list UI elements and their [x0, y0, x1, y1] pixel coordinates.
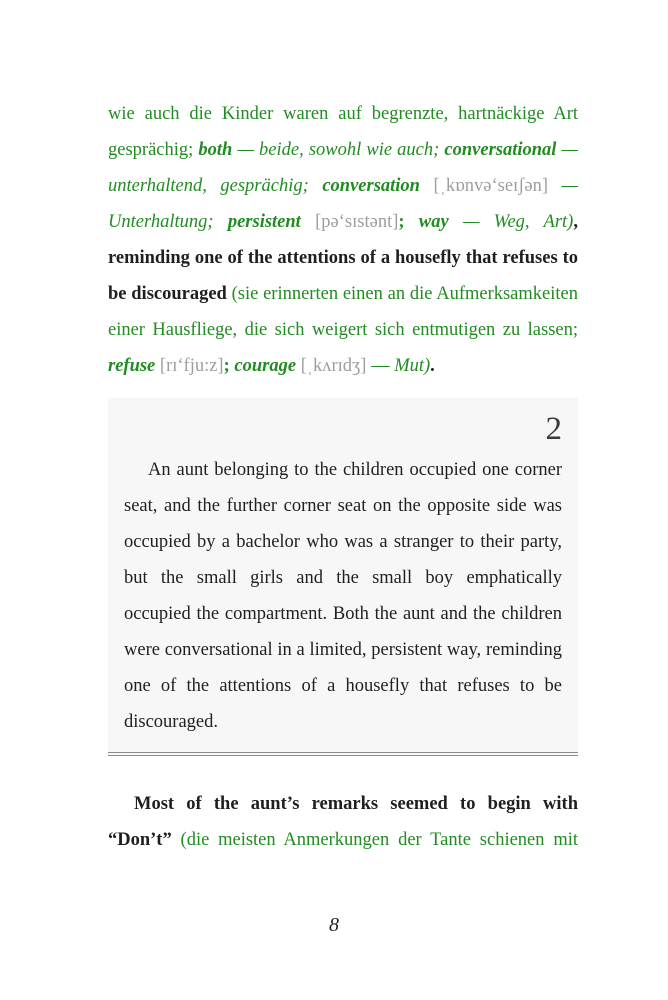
vocabulary-paragraph	[108, 96, 578, 384]
text-segment: [ˌkɒnvəʻseɪʃən]	[419, 176, 562, 196]
text-segment: reminding one of the attentions of a housefly that refuses to be discouraged	[108, 248, 578, 304]
text-segment: —	[371, 356, 395, 376]
text-segment: ;	[223, 356, 235, 376]
text-segment: — Weg, Art)	[448, 212, 574, 232]
text-segment: [pəʻsɪstənt]	[300, 212, 399, 232]
text-segment: conversational	[444, 140, 557, 160]
text-segment: beide, sowohl wie auch;	[259, 140, 445, 160]
text-segment: ;	[398, 212, 419, 232]
text-segment: — unterhaltend, gesprächig;	[108, 140, 579, 196]
text-segment: (die meisten Anmerkungen der Tante schienen mit	[180, 830, 578, 850]
text-segment: [rɪʻfju:z]	[155, 356, 224, 376]
original-text-paragraph: An aunt belonging to the children occupied one corner seat, and the further corner seat on the opposite side was occupied by a bachelor who was a stranger to their party, but the small girls and the small boy emphatically occupied the compartment. Both the aunt and the children were conversational in a limited, persistent way, reminding one of the attentions of a housefly that refuses to be discouraged.	[124, 460, 562, 732]
text-segment: conversation	[322, 176, 420, 196]
text-segment: wie auch die Kinder waren auf begrenzte, hartnäckige Art gesprächig;	[108, 104, 578, 160]
original-text-box	[108, 398, 578, 756]
section-number: 2	[545, 411, 562, 447]
translation-paragraph	[108, 786, 578, 858]
text-segment: (sie erinnerten einen an die Aufmerksamkeiten einer Hausfliege, die sich weigert sich entmutigen zu lassen;	[108, 284, 578, 340]
text-segment: [ˌkʌrɪdʒ]	[296, 356, 372, 376]
text-segment: — Unterhaltung;	[108, 176, 578, 232]
text-segment: .	[430, 356, 435, 376]
text-segment: ,	[573, 212, 578, 232]
text-segment: Most of the aunt’s remarks seemed to begin with “Don’t”	[108, 794, 578, 850]
text-segment: courage	[234, 356, 297, 376]
text-segment: way	[418, 212, 449, 232]
text-segment: refuse	[108, 356, 156, 376]
text-segment: Mut)	[394, 356, 431, 376]
text-segment: —	[232, 140, 260, 160]
text-segment: persistent	[227, 212, 301, 232]
page-number: 8	[329, 914, 339, 936]
text-segment: both	[198, 140, 233, 160]
